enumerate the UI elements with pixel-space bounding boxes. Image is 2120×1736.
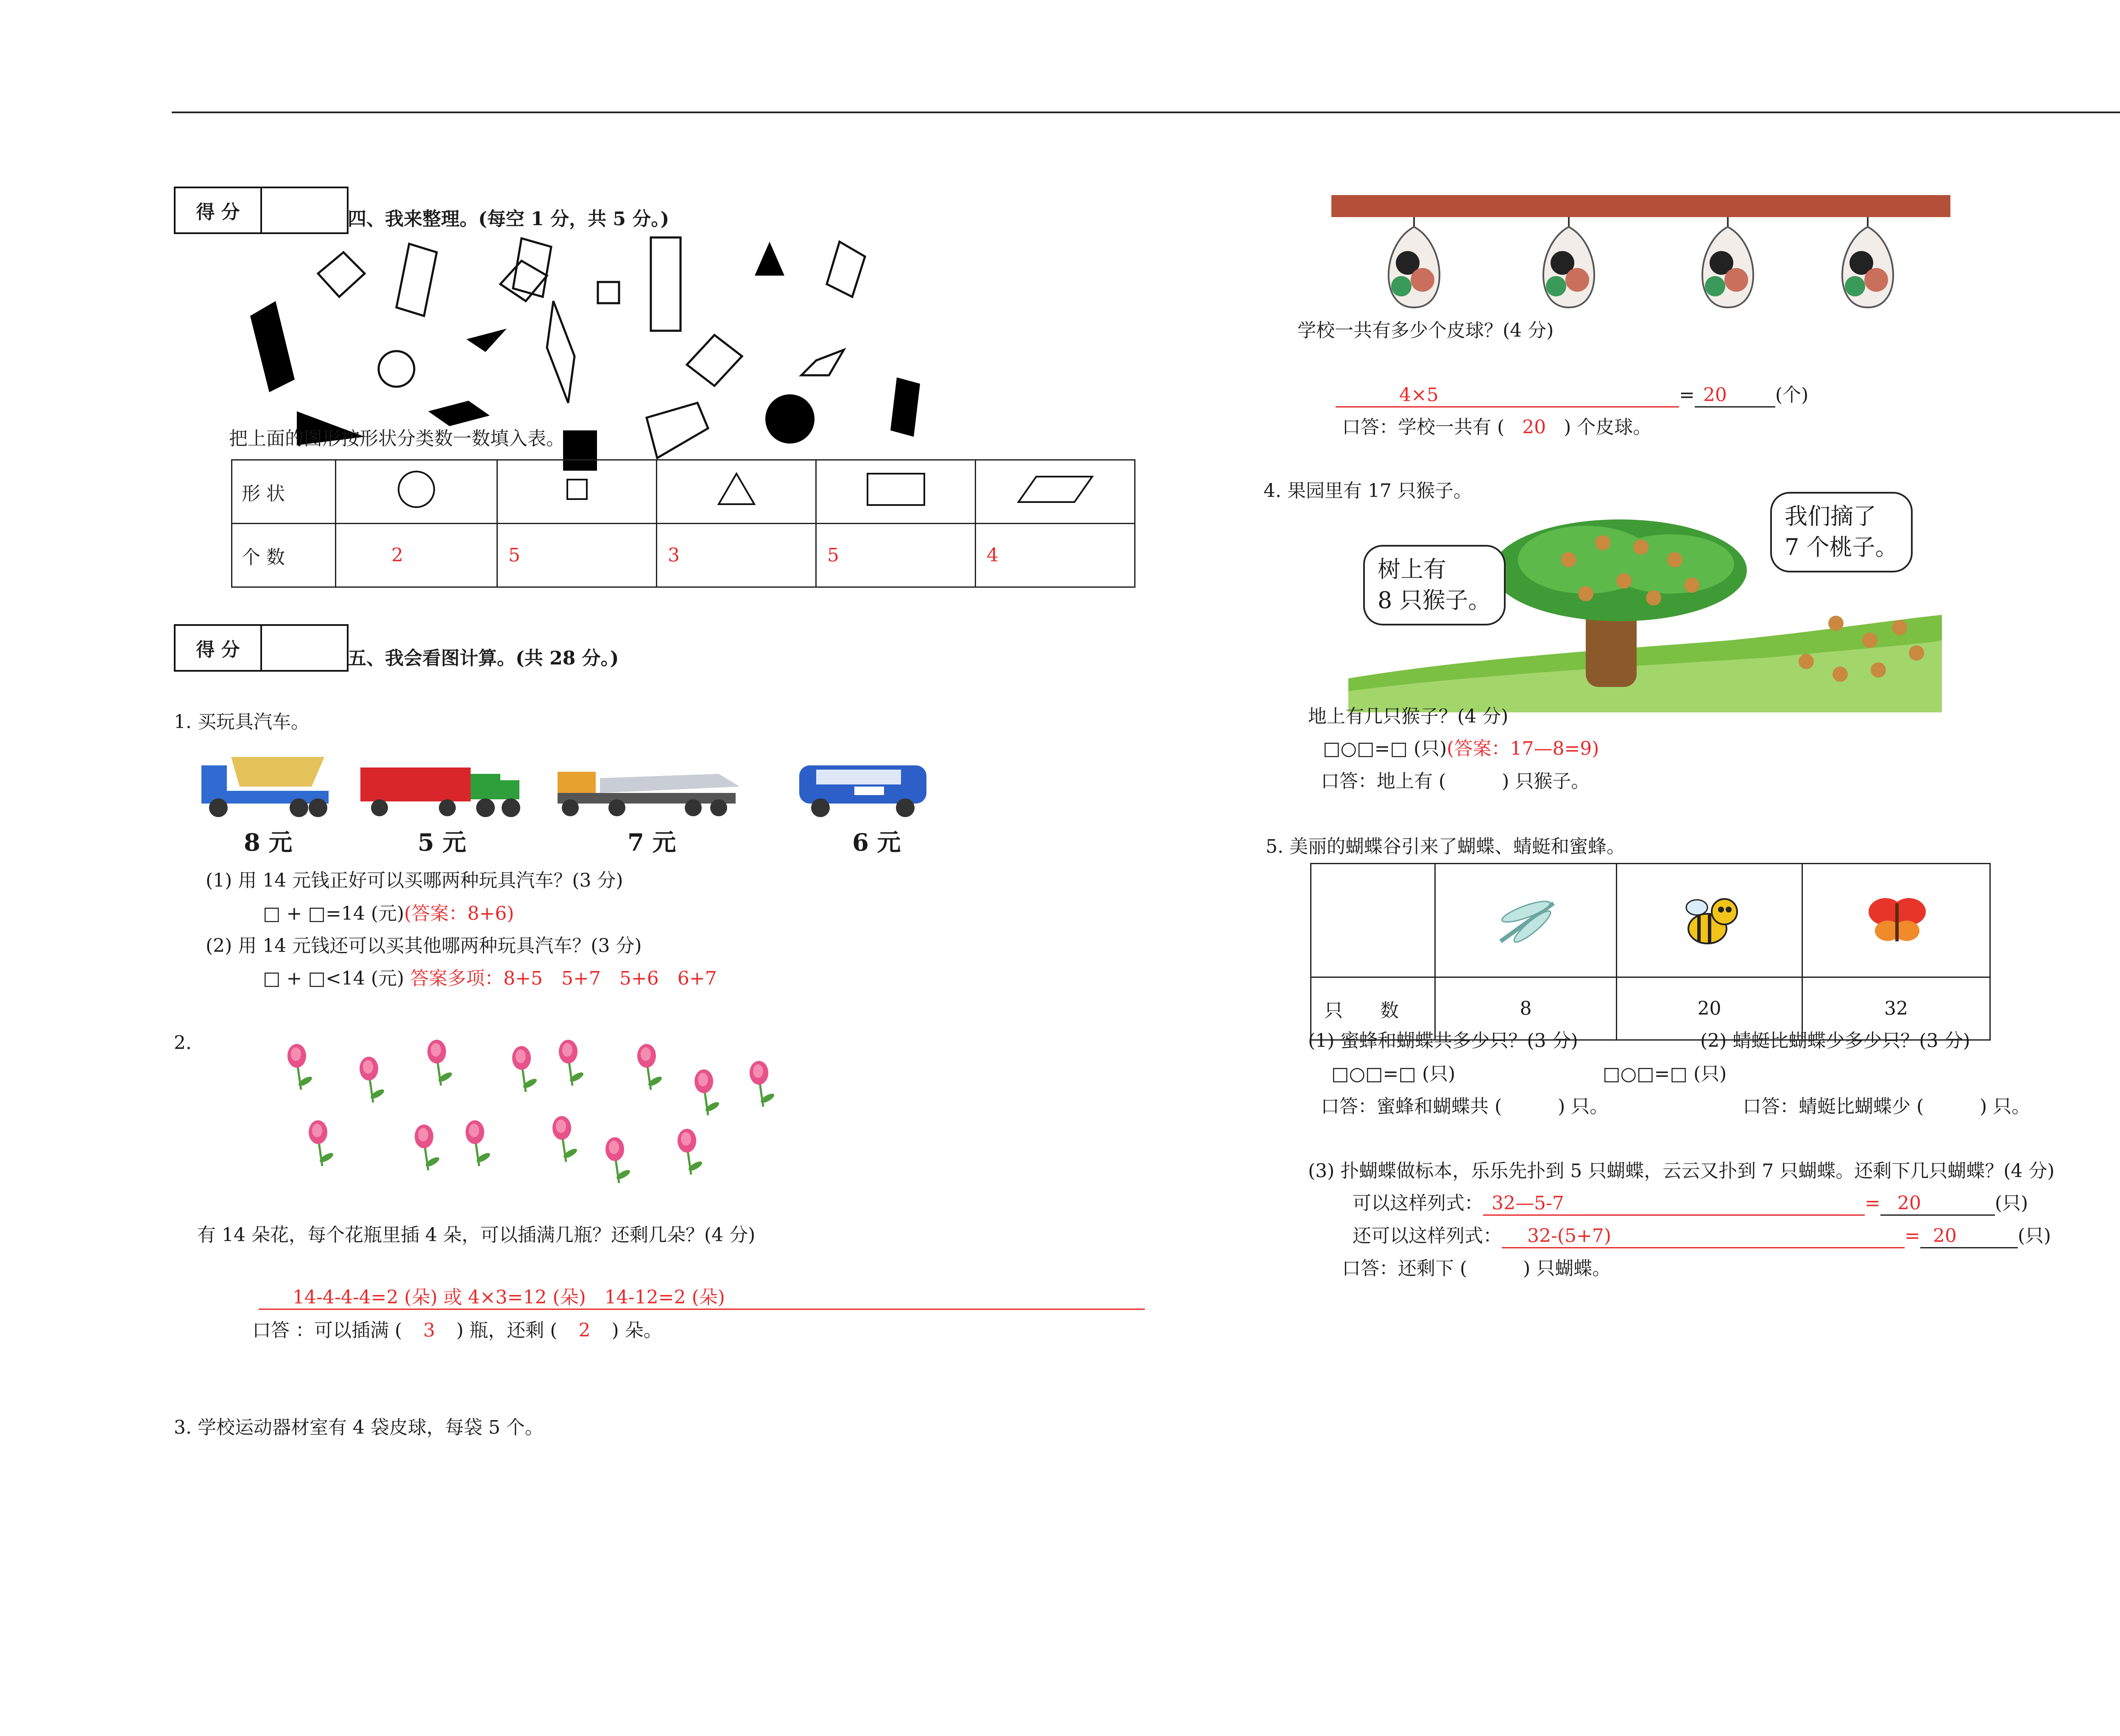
rectangle-filled-shape	[250, 301, 295, 392]
ball-bag-4-image	[1842, 217, 1893, 307]
q1-sub1-line	[263, 903, 514, 925]
score-label: 得 分	[176, 188, 262, 232]
q5-way2: 还可以这样列式： 32-(5+7) = 20 (只)	[1353, 1225, 2051, 1248]
roses-illustration	[276, 1035, 806, 1200]
q2-number: 2.	[174, 1032, 192, 1054]
rectangle-outline-shape	[651, 237, 681, 331]
q3-reply-suffix: ) 个皮球。	[1564, 416, 1652, 438]
butterfly-icon	[1802, 864, 1990, 977]
q5-way1: 可以这样列式： 32—5-7 = 20 (只)	[1353, 1193, 2028, 1216]
q1-sub1-answer: (答案：8+6)	[404, 903, 514, 924]
score-box-section-5	[174, 624, 349, 672]
q2-reply	[252, 1320, 662, 1342]
shape-count-table	[231, 459, 1135, 588]
q1-title: 1. 买玩具汽车。	[174, 711, 310, 733]
parallelogram-outline-shape	[396, 244, 437, 316]
ball-bag-3-image	[1702, 217, 1753, 307]
count-parallelogram: 4	[976, 524, 1135, 587]
speech-bubble-ground	[1770, 492, 1913, 572]
score-entry[interactable]	[262, 626, 347, 670]
rectangle-icon	[816, 460, 976, 524]
circle-outline-shape	[379, 351, 414, 387]
q5-reply3: 口答：还剩下 ( ) 只蝴蝶。	[1342, 1258, 1611, 1279]
square-outline-shape	[598, 282, 619, 303]
toy-truck-3-image	[558, 772, 740, 816]
q2-answer-line	[259, 1287, 1145, 1310]
q1-sub2-answer: 答案多项：8+5 5+7 5+6 6+7	[410, 968, 717, 989]
toy-truck-1-image	[201, 757, 329, 817]
circle-icon	[336, 460, 497, 524]
square-outline-shape	[318, 252, 365, 297]
q3-question: 学校一共有多少个皮球？(4 分)	[1297, 320, 1554, 341]
q1-sub2-formula: □ + □<14 (元)	[263, 968, 404, 989]
rectangle-filled-shape	[890, 377, 920, 437]
toy-police-car-image	[799, 765, 926, 817]
speech-bubble-tree-line2: 8 只猴子。	[1378, 586, 1491, 614]
price-label-4: 6 元	[852, 829, 901, 857]
q1-sub1-formula: □ + □=14 (元)	[263, 903, 404, 924]
square-outline-shape	[827, 242, 865, 297]
count-butterfly: 32	[1802, 977, 1990, 1040]
q3-result: 20	[1695, 385, 1775, 407]
q5-reply2: 口答：蜻蜓比蝴蝶少 ( ) 只。	[1743, 1096, 2031, 1117]
speech-bubble-ground-line1: 我们摘了	[1785, 503, 1876, 530]
q4-formula-line	[1323, 738, 1599, 760]
q5-way2-formula: 32-(5+7)	[1502, 1225, 1905, 1248]
ball-bags-illustration	[1331, 193, 1955, 320]
parallelogram-icon	[976, 460, 1135, 524]
ball-bag-1-image	[1389, 217, 1439, 307]
q5-title: 5. 美丽的蝴蝶谷引来了蝴蝶、蜻蜓和蜜蜂。	[1266, 836, 1625, 857]
q5-formula2: □○□=□ (只)	[1603, 1063, 1727, 1085]
dragonfly-icon	[1435, 864, 1617, 977]
row-label-shape: 形 状	[232, 460, 336, 524]
toy-cars-illustration	[193, 740, 956, 859]
triangle-filled-shape	[755, 242, 784, 276]
q5-way2-result: 20	[1920, 1225, 2018, 1248]
q5-way1-unit: (只)	[1994, 1192, 2028, 1214]
circle-filled-shape	[765, 394, 815, 444]
count-dragonfly: 8	[1435, 977, 1617, 1040]
q5-way1-label: 可以这样列式：	[1353, 1192, 1483, 1214]
rhombus-outline-shape	[547, 301, 575, 403]
q2-reply-bottles: 3	[423, 1320, 435, 1341]
q5-way1-formula: 32—5-7	[1483, 1193, 1865, 1216]
q3-title: 3. 学校运动器材室有 4 袋皮球，每袋 5 个。	[174, 1417, 544, 1438]
q1-sub2: (2) 用 14 元钱还可以买其他哪两种玩具汽车？(3 分)	[206, 935, 642, 957]
triangle-icon	[657, 460, 816, 524]
q3-equation-line	[1336, 385, 1808, 407]
score-label: 得 分	[176, 626, 262, 670]
q5-way2-label: 还可以这样列式：	[1353, 1225, 1502, 1247]
triangle-filled-shape	[466, 329, 507, 352]
q1-sub1: (1) 用 14 元钱正好可以买哪两种玩具汽车？(3 分)	[206, 870, 623, 891]
q1-sub2-line	[263, 968, 717, 990]
q5-sub1: (1) 蜜蜂和蝴蝶共多少只？(3 分)	[1308, 1030, 1578, 1052]
q4-answer: (答案：17—8=9)	[1447, 738, 1599, 759]
q4-title: 4. 果园里有 17 只猴子。	[1264, 480, 1472, 502]
q3-reply-prefix: 口答：学校一共有 (	[1342, 416, 1505, 438]
q5-sub3: (3) 扑蝴蝶做标本，乐乐先扑到 5 只蝴蝶，云云又扑到 7 只蝴蝶。还剩下几只蝴蝶？(4 分)	[1308, 1160, 2055, 1182]
table-corner-cell	[1311, 864, 1435, 977]
parallelogram-outline-shape	[801, 350, 844, 375]
q5-way1-result: 20	[1880, 1193, 1995, 1216]
q3-formula: 4×5	[1336, 385, 1679, 407]
q2-answer: 14-4-4-4=2 (朵) 或 4×3=12 (朵) 14-12=2 (朵)	[259, 1287, 1145, 1310]
q3-unit: (个)	[1775, 384, 1809, 406]
speech-bubble-ground-line2: 7 个桃子。	[1785, 533, 1898, 561]
q5-formula1: □○□=□ (只)	[1331, 1063, 1456, 1085]
parallelogram-filled-shape	[428, 401, 490, 426]
q4-question: 地上有几只猴子？(4 分)	[1308, 706, 1509, 727]
square-icon	[497, 460, 657, 524]
q2-reply-prefix: 口答 ：可以插满 (	[252, 1320, 402, 1341]
section-4-instruction: 把上面的图形按形状分类数一数填入表。	[229, 428, 565, 449]
q4-reply: 口答：地上有 ( ) 只猴子。	[1321, 770, 1590, 792]
toy-truck-2-image	[360, 768, 520, 817]
ball-bag-2-image	[1543, 217, 1594, 307]
q5-way2-unit: (只)	[2017, 1225, 2051, 1247]
count-triangle: 3	[657, 524, 816, 587]
price-label-1: 8 元	[244, 829, 293, 857]
insect-count-table	[1310, 863, 1991, 1041]
q3-reply-value: 20	[1522, 416, 1546, 438]
q5-reply1: 口答：蜜蜂和蝴蝶共 ( ) 只。	[1321, 1096, 1609, 1117]
speech-bubble-tree-line1: 树上有	[1378, 556, 1446, 583]
score-entry[interactable]	[262, 188, 347, 232]
rectangle-outline-shape	[647, 403, 708, 458]
speech-bubble-tree	[1363, 545, 1506, 625]
header-rule	[172, 112, 2120, 113]
section-5-title: 五、我会看图计算。(共 28 分。)	[348, 648, 619, 669]
count-circle: 2	[336, 524, 497, 587]
q2-reply-mid: ) 瓶，还剩 (	[456, 1320, 558, 1341]
count-bee: 20	[1617, 977, 1802, 1040]
score-box-section-4	[174, 187, 349, 234]
bee-icon	[1617, 864, 1802, 977]
q5-sub2: (2) 蜻蜓比蝴蝶少多少只？(3 分)	[1700, 1030, 1970, 1052]
count-rectangle: 5	[816, 524, 976, 587]
count-square: 5	[497, 524, 657, 587]
price-label-3: 7 元	[628, 829, 676, 857]
price-label-2: 5 元	[418, 829, 466, 857]
square-outline-shape	[687, 335, 742, 386]
row-label-count: 只 数	[1311, 977, 1435, 1040]
q4-formula: □○□=□ (只)	[1323, 738, 1447, 759]
q2-reply-suffix: ) 朵。	[611, 1320, 662, 1341]
section-4-title: 四、我来整理。(每空 1 分，共 5 分。)	[348, 208, 669, 230]
q2-reply-remaining: 2	[578, 1320, 591, 1341]
q3-reply	[1342, 417, 1651, 438]
q3-equals: =	[1679, 384, 1695, 406]
row-label-count: 个 数	[232, 524, 336, 587]
q2-question: 有 14 朵花，每个花瓶里插 4 朵，可以插满几瓶？还剩几朵？(4 分)	[197, 1224, 756, 1246]
